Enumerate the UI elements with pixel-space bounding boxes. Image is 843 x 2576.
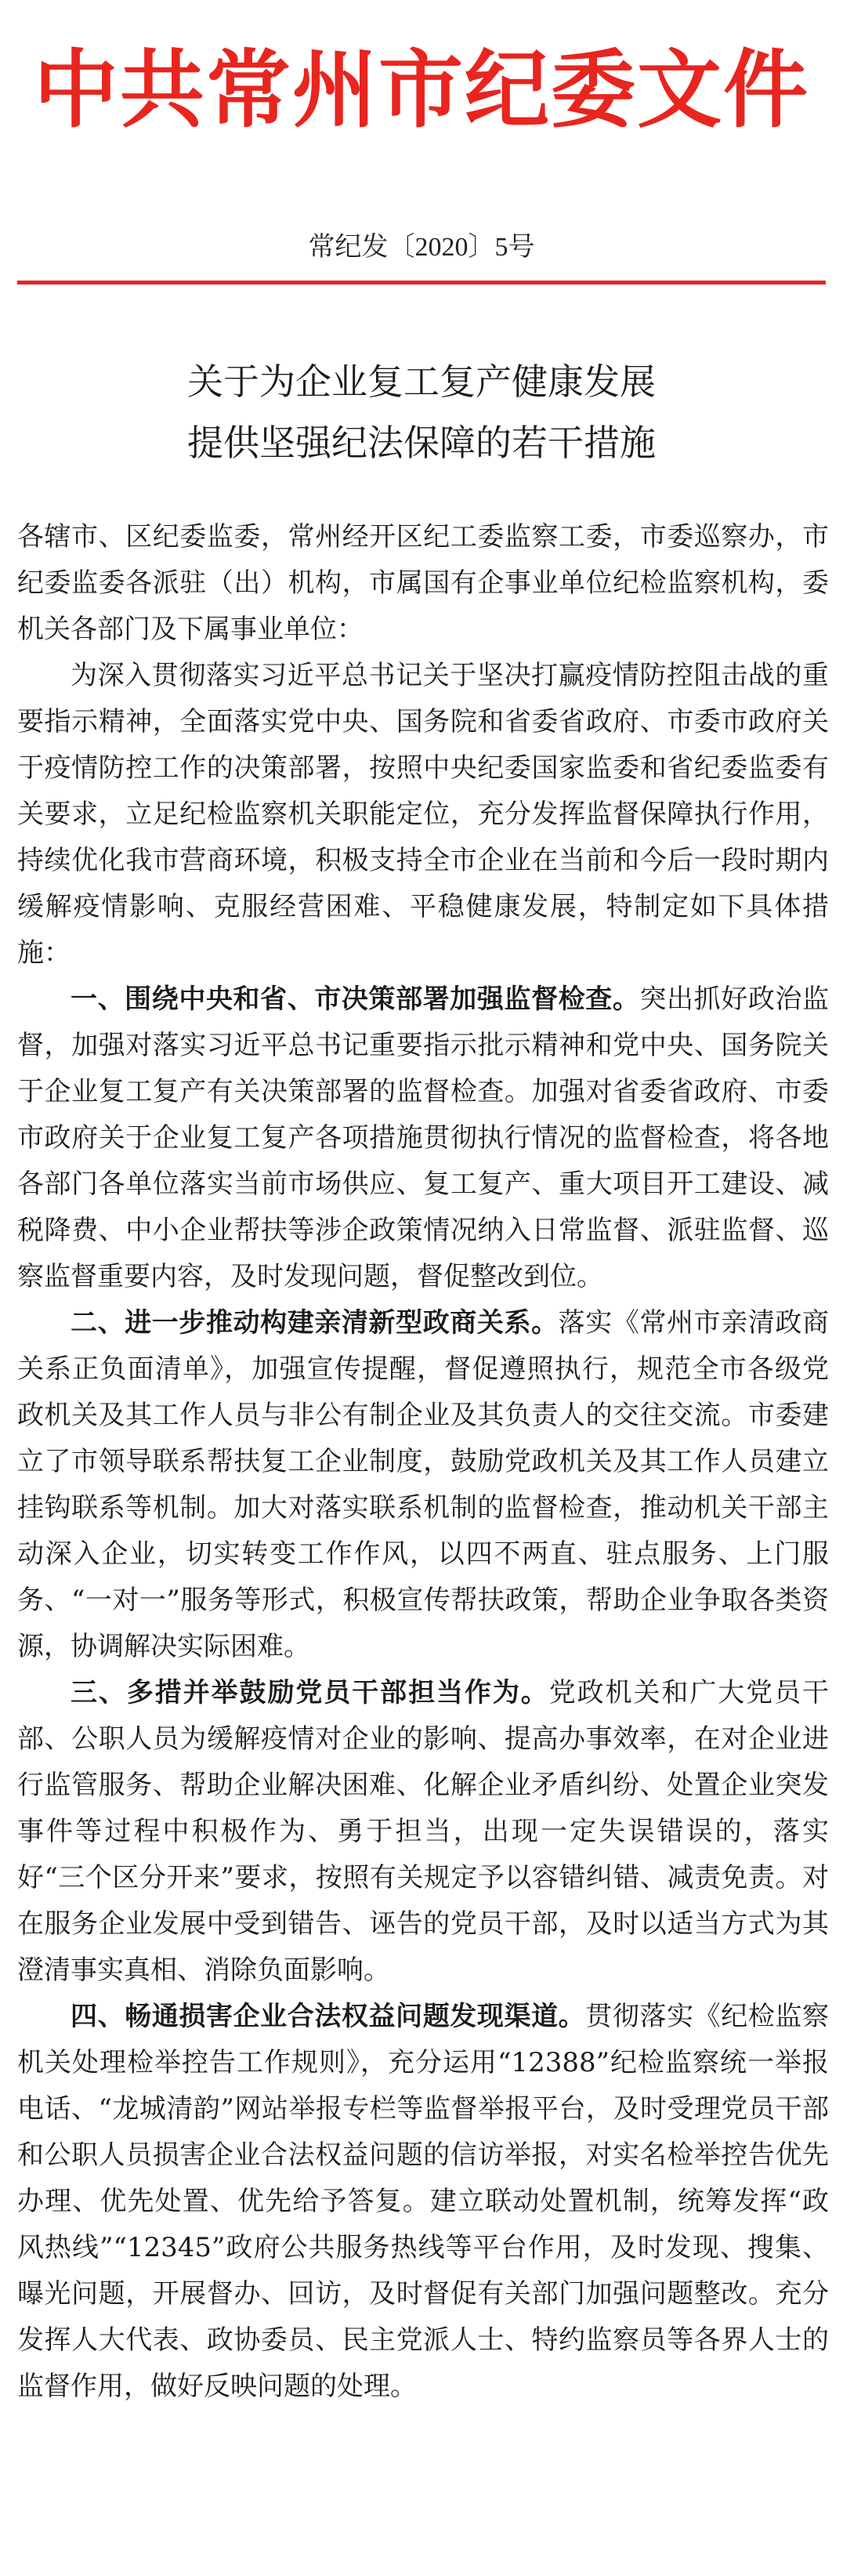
measure-heading-4: 四、畅通损害企业合法权益问题发现渠道。 — [71, 2001, 586, 2032]
measure-paragraph-4 — [17, 1994, 829, 2410]
measure-text-3: 党政机关和广大党员干部、公职人员为缓解疫情对企业的影响、提高办事效率，在对企业进行监管服务、帮助企业解决困难、化解企业矛盾纠纷、处置企业突发事件等过程中积极作为、勇于担当，出现一定失误错误的，落实好“三个区分开来”要求，按照有关规定予以容错纠错、减责免责。对在服务企业发展中受到错告、诬告的党员干部，及时以适当方式为其澄清事实真相、消除负面影响。 — [17, 1677, 830, 1986]
document-title — [0, 351, 843, 473]
addressee-paragraph: 各辖市、区纪委监委，常州经开区纪工委监察工委，市委巡察办，市纪委监委各派驻（出）机构，市属国有企事业单位纪检监察机构，委机关各部门及下属事业单位： — [17, 521, 829, 645]
measure-heading-3: 三、多措并举鼓励党员干部担当作为。 — [71, 1677, 549, 1708]
measure-heading-1: 一、围绕中央和省、市决策部署加强监督检查。 — [71, 984, 640, 1015]
measure-paragraph-3 — [17, 1670, 829, 1994]
masthead-title: 中共常州市纪委文件 — [33, 42, 809, 139]
measure-text-1: 突出抓好政治监督，加强对落实习近平总书记重要指示批示精神和党中央、国务院关于企业复工复产有关决策部署的监督检查。加强对省委省政府、市委市政府关于企业复工复产各项措施贯彻执行情况的监督检查，将各地各部门各单位落实当前市场供应、复工复产、重大项目开工建设、减税降费、中小企业帮扶等涉企政策情况纳入日常监督、派驻监督、巡察监督重要内容，及时发现问题，督促整改到位。 — [17, 984, 830, 1292]
measure-paragraph-1 — [17, 976, 829, 1300]
red-divider-line — [17, 281, 826, 284]
title-line-1: 关于为企业复工复产健康发展 — [187, 360, 656, 403]
document-body — [17, 514, 829, 2410]
document-number: 常纪发〔2020〕5号 — [308, 233, 535, 262]
measure-paragraph-2 — [17, 1300, 829, 1670]
measure-text-2: 落实《常州市亲清政商关系正负面清单》，加强宣传提醒，督促遵照执行，规范全市各级党政机关及其工作人员与非公有制企业及其负责人的交往交流。市委建立了市领导联系帮扶复工企业制度，鼓励党政机关及其工作人员建立挂钩联系等机制。加大对落实联系机制的监督检查，推动机关干部主动深入企业，切实转变工作作风，以四不两直、驻点服务、上门服务、“一对一”服务等形式，积极宣传帮扶政策，帮助企业争取各类资源，协调解决实际困难。 — [17, 1307, 830, 1662]
intro-paragraph: 为深入贯彻落实习近平总书记关于坚决打赢疫情防控阻击战的重要指示精神，全面落实党中央、国务院和省委省政府、市委市政府关于疫情防控工作的决策部署，按照中央纪委国家监委和省纪委监委有关要求，立足纪检监察机关职能定位，充分发挥监督保障执行作用，持续优化我市营商环境，积极支持全市企业在当前和今后一段时期内缓解疫情影响、克服经营困难、平稳健康发展，特制定如下具体措施： — [17, 660, 829, 969]
measure-text-4: 贯彻落实《纪检监察机关处理检举控告工作规则》，充分运用“12388”纪检监察统一举报电话、“龙城清韵”网站举报专栏等监督举报平台，及时受理党员干部和公职人员损害企业合法权益问题的信访举报，对实名检举控告优先办理、优先处置、优先给予答复。建立联动处置机制，统筹发挥“政风热线”“12345”政府公共服务热线等平台作用，及时发现、搜集、曝光问题，开展督办、回访，及时督促有关部门加强问题整改。充分发挥人大代表、政协委员、民主党派人士、特约监察员等各界人士的监督作用，做好反映问题的处理。 — [17, 2001, 830, 2402]
title-line-2: 提供坚强纪法保障的若干措施 — [187, 422, 656, 464]
measure-heading-2: 二、进一步推动构建亲清新型政商关系。 — [71, 1307, 559, 1339]
